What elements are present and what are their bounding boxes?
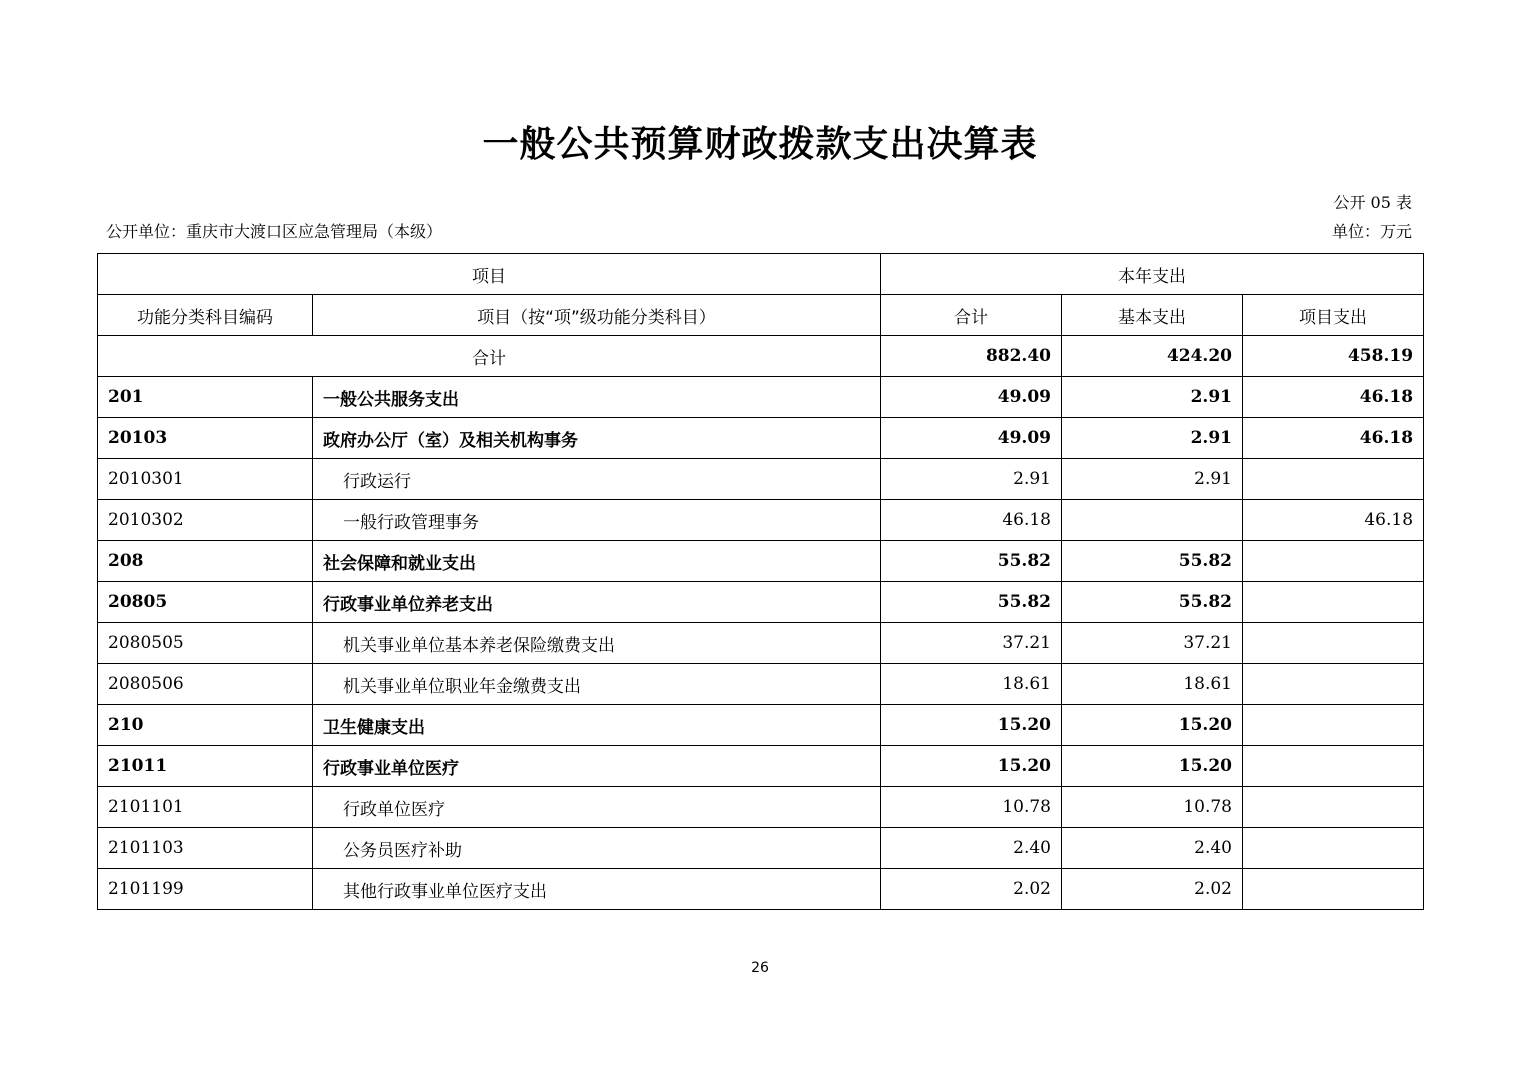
row-project: [1243, 623, 1424, 664]
row-name: 行政单位医疗: [313, 787, 881, 828]
row-basic: 15.20: [1062, 705, 1243, 746]
header-project-expense: 项目支出: [1243, 295, 1424, 336]
currency-unit: 单位：万元: [1331, 222, 1412, 241]
row-code: 20805: [98, 582, 313, 623]
row-project: 46.18: [1243, 418, 1424, 459]
expenditure-table: [97, 253, 1424, 910]
total-project: 458.19: [1243, 336, 1424, 377]
header-code: 功能分类科目编码: [98, 295, 313, 336]
row-project: [1243, 705, 1424, 746]
row-basic: 2.91: [1062, 459, 1243, 500]
reporting-unit: 公开单位：重庆市大渡口区应急管理局（本级）: [106, 222, 443, 241]
table-row: [98, 418, 1424, 459]
table-row: [98, 746, 1424, 787]
row-name: 机关事业单位基本养老保险缴费支出: [313, 623, 881, 664]
row-code: 2101103: [98, 828, 313, 869]
row-total: 37.21: [881, 623, 1062, 664]
row-total: 2.91: [881, 459, 1062, 500]
total-label: 合计: [98, 336, 881, 377]
total-row: [98, 336, 1424, 377]
row-basic: 15.20: [1062, 746, 1243, 787]
row-total: 49.09: [881, 377, 1062, 418]
row-total: 55.82: [881, 582, 1062, 623]
row-name: 机关事业单位职业年金缴费支出: [313, 664, 881, 705]
row-total: 49.09: [881, 418, 1062, 459]
row-name: 社会保障和就业支出: [313, 541, 881, 582]
row-project: [1243, 664, 1424, 705]
row-code: 2101101: [98, 787, 313, 828]
row-code: 2010302: [98, 500, 313, 541]
row-total: 15.20: [881, 705, 1062, 746]
row-name: 政府办公厅（室）及相关机构事务: [313, 418, 881, 459]
header-project: 项目: [98, 254, 881, 295]
row-basic: 55.82: [1062, 541, 1243, 582]
row-name: 一般公共服务支出: [313, 377, 881, 418]
row-name: 卫生健康支出: [313, 705, 881, 746]
row-total: 15.20: [881, 746, 1062, 787]
page-title: 一般公共预算财政拨款支出决算表: [482, 124, 1038, 165]
row-basic: 10.78: [1062, 787, 1243, 828]
total-basic: 424.20: [1062, 336, 1243, 377]
row-project: [1243, 459, 1424, 500]
row-project: [1243, 787, 1424, 828]
row-name: 公务员医疗补助: [313, 828, 881, 869]
row-project: [1243, 746, 1424, 787]
table-row: [98, 623, 1424, 664]
row-code: 2080506: [98, 664, 313, 705]
row-project: [1243, 828, 1424, 869]
page-number: 26: [751, 960, 769, 976]
row-name: 行政事业单位医疗: [313, 746, 881, 787]
table-row: [98, 705, 1424, 746]
row-name: 行政运行: [313, 459, 881, 500]
row-code: 2010301: [98, 459, 313, 500]
table-row: [98, 541, 1424, 582]
row-basic: 2.40: [1062, 828, 1243, 869]
row-basic: 55.82: [1062, 582, 1243, 623]
header-basic: 基本支出: [1062, 295, 1243, 336]
table-row: [98, 377, 1424, 418]
row-project: [1243, 869, 1424, 910]
total-amount: 882.40: [881, 336, 1062, 377]
row-code: 20103: [98, 418, 313, 459]
row-code: 21011: [98, 746, 313, 787]
row-basic: [1062, 500, 1243, 541]
table-row: [98, 500, 1424, 541]
row-name: 行政事业单位养老支出: [313, 582, 881, 623]
table-row: [98, 664, 1424, 705]
header-item: 项目（按“项”级功能分类科目）: [313, 295, 881, 336]
header-total: 合计: [881, 295, 1062, 336]
row-project: 46.18: [1243, 377, 1424, 418]
header-row-2: [98, 295, 1424, 336]
row-code: 201: [98, 377, 313, 418]
row-total: 18.61: [881, 664, 1062, 705]
form-number: 公开 05 表: [1333, 193, 1412, 212]
row-total: 55.82: [881, 541, 1062, 582]
row-code: 208: [98, 541, 313, 582]
table-row: [98, 869, 1424, 910]
row-basic: 2.91: [1062, 377, 1243, 418]
row-project: [1243, 582, 1424, 623]
row-code: 210: [98, 705, 313, 746]
row-total: 46.18: [881, 500, 1062, 541]
table-row: [98, 459, 1424, 500]
row-code: 2101199: [98, 869, 313, 910]
row-total: 2.40: [881, 828, 1062, 869]
row-project: 46.18: [1243, 500, 1424, 541]
row-total: 10.78: [881, 787, 1062, 828]
row-project: [1243, 541, 1424, 582]
row-code: 2080505: [98, 623, 313, 664]
table-row: [98, 828, 1424, 869]
row-total: 2.02: [881, 869, 1062, 910]
table-row: [98, 582, 1424, 623]
table-row: [98, 787, 1424, 828]
row-basic: 2.91: [1062, 418, 1243, 459]
row-basic: 18.61: [1062, 664, 1243, 705]
header-row-1: [98, 254, 1424, 295]
row-basic: 37.21: [1062, 623, 1243, 664]
row-name: 其他行政事业单位医疗支出: [313, 869, 881, 910]
row-name: 一般行政管理事务: [313, 500, 881, 541]
row-basic: 2.02: [1062, 869, 1243, 910]
header-current-year: 本年支出: [881, 254, 1424, 295]
